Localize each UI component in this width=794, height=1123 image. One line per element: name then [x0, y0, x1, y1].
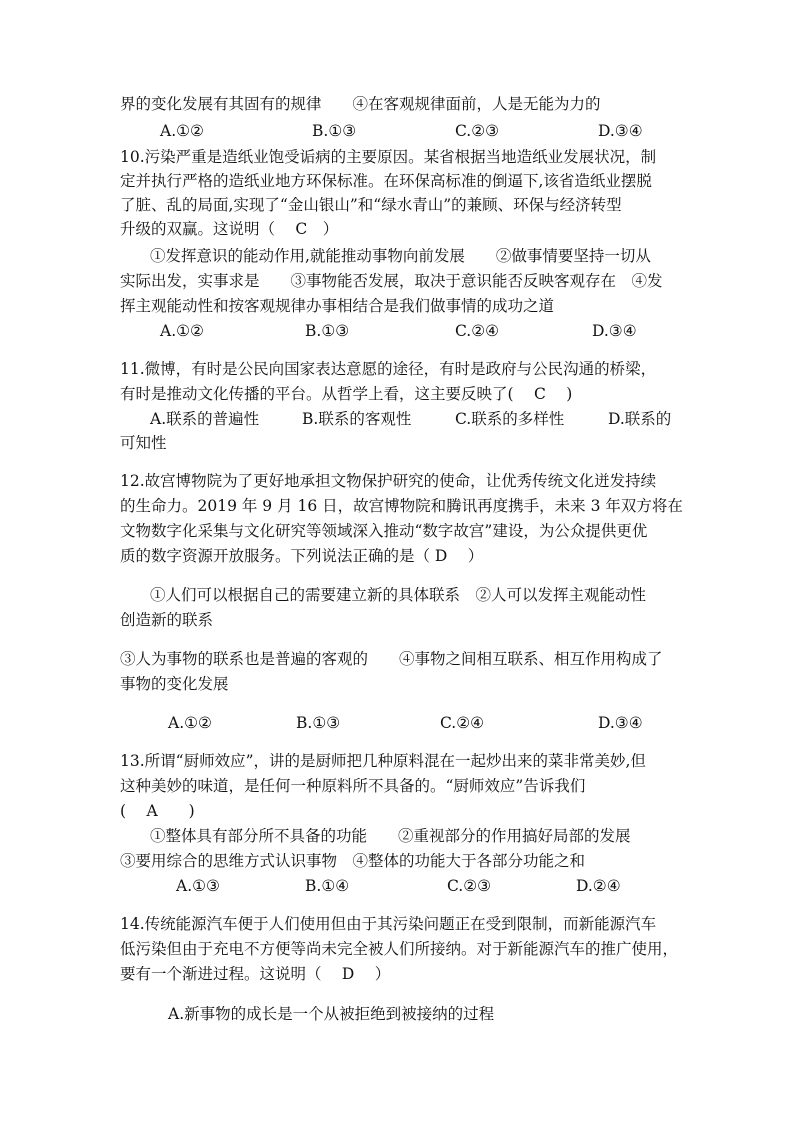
option-a: A.①③ — [176, 877, 220, 895]
option-c: C.联系的多样性 — [455, 410, 565, 428]
text-line: 创造新的联系 — [120, 611, 214, 629]
text-line: 有时是推动文化传播的平台。从哲学上看，这主要反映了( C ) — [120, 385, 573, 403]
text-line: 实际出发，实事求是 ③事物能否发展，取决于意识能否反映客观存在 ④发 — [120, 272, 663, 290]
option-c: C.②④ — [440, 714, 485, 732]
text-line: 挥主观能动性和按客观规律办事相结合是我们做事情的成功之道 — [120, 297, 555, 315]
question-12-line: 12.故宫博物院为了更好地承担文物保护研究的使命，让优秀传统文化迸发持续 — [120, 472, 657, 490]
option-b: B.①③ — [312, 122, 357, 140]
question-13-line: 13.所谓“厨师效应”，讲的是厨师把几种原料混在一起炒出来的菜非常美妙,但 — [120, 752, 646, 770]
option-c: C.②③ — [455, 122, 500, 140]
statement-line: ③要用综合的思维方式认识事物 ④整体的功能大于各部分功能之和 — [120, 852, 586, 870]
option-d: D.③④ — [598, 714, 643, 732]
option-d: D.③④ — [592, 322, 637, 340]
option-a: A.①② — [168, 714, 212, 732]
option-d: D.联系的 — [608, 410, 672, 428]
text-line: 低污染但由于充电不方便等尚未完全被人们所接纳。对于新能源汽车的推广使用， — [120, 940, 679, 958]
option-c: C.②④ — [455, 322, 500, 340]
text-line: 界的变化发展有其固有的规律 ④在客观规律面前，人是无能为力的 — [120, 95, 601, 113]
text-line: 要有一个渐进过程。这说明（ D ） — [120, 965, 391, 983]
option-b: B.①④ — [305, 877, 350, 895]
statement-line: ①发挥意识的能动作用,就能推动事物向前发展 ②做事情要坚持一切从 — [150, 247, 651, 265]
option-a: A.新事物的成长是一个从被拒绝到被接纳的过程 — [168, 1005, 495, 1023]
text-line: 质的数字资源开放服务。下列说法正确的是（ D ） — [120, 547, 484, 565]
option-b: B.①③ — [296, 714, 341, 732]
text-line: 可知性 — [120, 434, 167, 452]
text-line: ( A ) — [120, 802, 195, 820]
option-a: A.联系的普遍性 — [150, 410, 260, 428]
option-a: A.①② — [160, 322, 204, 340]
option-a: A.①② — [160, 122, 204, 140]
text-line: 文物数字化采集与文化研究等领域深入推动“数字故宫”建设，为公众提供更优 — [120, 522, 648, 540]
option-c: C.②③ — [447, 877, 492, 895]
statement-line: ③人为事物的联系也是普遍的客观的 ④事物之间相互联系、相互作用构成了 — [120, 650, 663, 668]
text-line: 这种美妙的味道，是任何一种原料所不具备的。“厨师效应”告诉我们 — [120, 777, 586, 795]
statement-line: ①人们可以根据自己的需要建立新的具体联系 ②人可以发挥主观能动性 — [150, 586, 647, 604]
question-10-line: 10.污染严重是造纸业饱受诟病的主要原因。某省根据当地造纸业发展状况，制 — [120, 148, 657, 166]
option-b: B.联系的客观性 — [302, 410, 412, 428]
question-11-line: 11.微博，有时是公民向国家表达意愿的途径，有时是政府与公民沟通的桥梁， — [120, 360, 657, 378]
text-line: 的生命力。2019 年 9 月 16 日，故宫博物院和腾讯再度携手，未来 3 年双方将在 — [120, 497, 683, 515]
question-14-line: 14.传统能源汽车便于人们使用但由于其污染问题正在受到限制，而新能源汽车 — [120, 915, 657, 933]
option-b: B.①③ — [305, 322, 350, 340]
text-line: 了脏、乱的局面,实现了“金山银山”和“绿水青山”的兼顾、环保与经济转型 — [120, 196, 622, 214]
option-d: D.③④ — [598, 122, 643, 140]
text-line: 升级的双赢。这说明（ C ） — [120, 220, 339, 238]
option-d: D.②④ — [576, 877, 621, 895]
statement-line: ①整体具有部分所不具备的功能 ②重视部分的作用搞好局部的发展 — [150, 827, 631, 845]
text-line: 事物的变化发展 — [120, 675, 229, 693]
text-line: 定并执行严格的造纸业地方环保标准。在环保高标准的倒逼下,该省造纸业摆脱 — [120, 172, 652, 190]
